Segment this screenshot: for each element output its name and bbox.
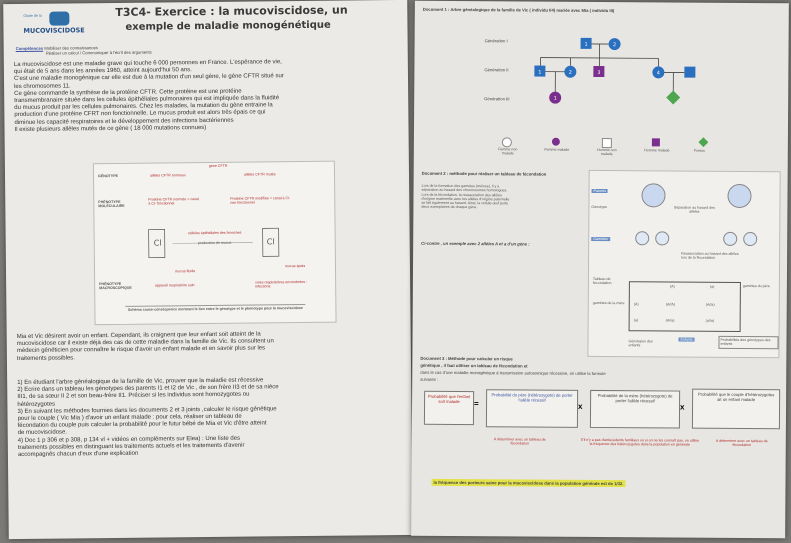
legend-label: Femme malade (544, 147, 570, 152)
doc3-line: suivante : (420, 376, 439, 382)
question-line: 1) En étudiant l'arbre généalogique de la famille de Vic, prouver que la maladie est récessive (17, 377, 264, 387)
doc2-line: Lors de la formation des gamètes (méiose), il y a (421, 183, 500, 189)
case-line: mucoviscidose car il existe déjà des cas de cette maladie dans la famille de Vic. Ils consultent un (16, 338, 274, 348)
table-row-header: (a) (633, 318, 639, 323)
question-line: 2) Ecrire dans un tableau les génotypes des parents I1 et I2 de Vic , de son frère II3 et de sa nièce (17, 384, 279, 394)
table-cell: (A//a) (665, 318, 675, 323)
generation-1-label: Génération I (484, 38, 508, 44)
legend-label: Homme malade (644, 148, 670, 153)
tree-label-II4: 4 (656, 70, 660, 77)
children-genotypes-label: Génotypes des enfants (628, 339, 653, 348)
intro-line: La mucoviscidose est une maladie grave qui touche 6 000 personnes en France. L'espérance de vie, (13, 59, 282, 69)
generation-3-label: Génération III (484, 96, 510, 102)
allele-normal-label: allèles CFTR normaux (149, 173, 186, 178)
table-cell: (A//a) (705, 302, 715, 307)
protein-normal-label: Protéine CFTR normale = canal à Cl- fonctionnel (148, 197, 199, 206)
worksheet-title-line2: exemple de maladie monogénétique (125, 19, 331, 33)
gene-cftr-label: gène CFTR (208, 163, 228, 168)
gamete-A-icon (635, 231, 649, 245)
father-gametes-label: gamètes du père (742, 283, 770, 289)
diagram-caption: Schéma cause-conséquence montrant le lien entre le génotype et le phénotype pour la mucoviscidose (125, 304, 305, 312)
question-line: pour le couple ( Vic Mia ) d'avoir un enfant malade : pour cela, réaliser un tableau de (17, 413, 242, 423)
doc2-example: Ci-contre , un exemple avec 2 allèles A et a d'un gène : (421, 240, 530, 247)
worksheet-title-line1: T3C4- Exercice : la mucoviscidose, un (115, 3, 348, 19)
mother-cell-icon (727, 184, 751, 208)
phenotype-macroscopic-label: PHÉNOTYPE MACROSCOPIQUE (99, 281, 132, 291)
gametes-tag: Gamètes (591, 237, 610, 241)
lungs-icon (49, 11, 69, 25)
table-cell: (a//a) (705, 318, 715, 323)
legend-label: Foetus (693, 148, 705, 153)
logo-main-text: MUCOVISCIDOSE (23, 26, 85, 35)
healthy-airways-label: appareil respiratoire sain (155, 283, 195, 288)
case-line: traitements possibles. (16, 355, 75, 362)
legend-male-ill-icon (652, 138, 660, 146)
tree-label-I1: 1 (584, 41, 588, 48)
note-population: S'il n'y a pas d'antécédents familiaux ou si on ne les connaît pas, on utilise la fréquence des hétérozygotes dans la population en générale (580, 437, 699, 447)
table-col-header: (A) (669, 284, 675, 289)
fecondation-schema (587, 170, 780, 358)
right-documents-page (411, 1, 789, 539)
tree-label-II3: 3 (597, 69, 601, 76)
tree-label-I2: 2 (612, 42, 617, 49)
probability-label: Probabilités des génotypes des enfants (718, 336, 778, 349)
generation-2-label: Génération II (484, 67, 509, 73)
question-line: 4) Doc 1 p 306 et p 308, p 134 vl + vidéos en compléments sur Elea) : Une liste des (17, 435, 241, 444)
note-couple: A déterminer avec un tableau de fécondation (715, 438, 768, 448)
intro-line: C'est une maladie monogénique car elle est due à la mutation d'un seul gène, le gène CFTR situé sur (13, 73, 284, 83)
question-line: accompagnés chacun d'eux d'une explication (17, 450, 139, 459)
carrier-frequency-highlight: la fréquence des porteurs saine pour la mucoviscidose dans la population générale est de 1/32. (431, 479, 625, 487)
tree-label-II1: 1 (538, 69, 542, 76)
legend-label: Femme non malade (498, 147, 518, 156)
genotype-phenotype-diagram (93, 161, 337, 326)
doc2-text (421, 184, 586, 211)
genotype-label: GÉNOTYPE (97, 173, 119, 179)
separation-label: Séparation au hasard des allèles (673, 205, 716, 214)
case-line: Mia et Vic désirent avoir un enfant. Cependant, ils craignent que leur enfant soit atteint de la (16, 331, 261, 341)
intro-line: qui était de 5 ans dans les années 1960, atteint aujourd'hui 50 ans. (13, 67, 192, 76)
formula-probability-child: Probabilité que l'enfant soit malade (424, 391, 474, 425)
gamete-a-icon (743, 232, 757, 246)
intro-line: Il existe plusieurs allèles mutés de ce gène ( 18 000 mutations connues) (14, 124, 207, 133)
legend-label: Homme non malade (597, 147, 617, 157)
gamete-A-icon (723, 232, 737, 246)
doc2-line: deux exemplaires de chaque gène . (421, 205, 479, 210)
table-col-header: (a) (709, 284, 715, 289)
doc3-title: Document 3 : Méthode pour calculer un risque (420, 355, 513, 362)
mother-gametes-label: gamètes de la mère (592, 300, 625, 306)
question-line: traitements possibles en distinguant les traitements actuels et les traitements d'avenir (17, 442, 245, 451)
fecondation-table (629, 281, 741, 332)
legend-foetus-icon (698, 137, 708, 147)
competences-text2: Réaliser un calcul / Communiquer à l'écrit des arguments (45, 49, 152, 56)
formula-times: x (578, 401, 583, 411)
children-tag: Enfants (678, 338, 694, 342)
intro-line: du mucus produit par les cellules pulmonaires. Chez les malades, la mutation du gène entraine la (14, 102, 273, 112)
question-line: 3) En suivant les méthodes fournies dans les documents 2 et 3 joints ,calculer le risque génétique (17, 406, 277, 415)
phenotype-molecular-label: PHÉNOTYPE MOLÉCULAIRE (98, 199, 125, 209)
competences-text: Mobiliser des connaissances (44, 45, 98, 51)
blocked-airways-label: voies respiratoires encombrées : infections (255, 279, 308, 289)
question-line: hétérozygotes (17, 401, 56, 408)
doc2-line: se fait également au hasard. Ainsi, la cellule-œuf porte (421, 200, 509, 206)
intro-line: diminue les capacité respiratoires et le développement des infections bactériennes (14, 117, 234, 126)
doc2-line: séparation au hasard des chromosomes homologues. (421, 188, 508, 193)
legend-female-healthy-icon (502, 137, 512, 147)
parents-tag: Parents (592, 189, 608, 193)
svg-text:Cl: Cl (153, 238, 162, 248)
mucus-thick-label: mucus épais (284, 263, 306, 269)
doc3-line: dans le cas d'une maladie monogénique à transmission autosomique récessive, on utilise la formule (420, 369, 606, 377)
legend-male-healthy-icon (602, 138, 612, 148)
competences-label: Compétences (15, 45, 44, 52)
intro-line: Ce gène commande la synthèse de la protéine CFTR. Cette protéine est une protéine (14, 88, 242, 97)
question-line: de mucoviscidose. (17, 429, 68, 437)
intro-paragraph (14, 58, 399, 134)
pedigree-legend (494, 137, 764, 161)
gamete-a-icon (655, 231, 669, 245)
intro-line: les chromosomes 11. (14, 83, 71, 90)
note-father: A déterminer avec un tableau de fécondation (493, 437, 546, 446)
tree-label-III1: 1 (553, 95, 557, 102)
legend-female-ill-icon (552, 138, 560, 146)
table-cell: (A//A) (665, 302, 675, 307)
genotype-tag: Génotype (591, 204, 608, 210)
formula-father-proba: Probabilité du père (hétérozygote) de porter l'allèle récessif (486, 389, 578, 428)
question-line: III1, de sa sœur II 2 et son beau-frère II1. Préciser si les individus sont homozygotes ou (17, 391, 250, 401)
mucoviscidose-logo (23, 11, 95, 38)
cell-label: cellules épithéliales des bronches (187, 230, 242, 236)
father-cell-icon (641, 183, 665, 207)
formula-mother-proba: Probabilité de la mère (hétérozygote) de porter l'allèle récessif (590, 390, 680, 429)
intro-line: production d'une protéine CFRT non fonctionnelle. Le mucus produit est alors très épais ce qui (14, 109, 266, 119)
table-row-header: (A) (633, 302, 639, 307)
logo-top-text: Glaire de la (23, 13, 42, 18)
svg-text:Cl: Cl (266, 237, 275, 247)
pedigree-tree (532, 32, 753, 154)
doc3-line: génétique , il faut utiliser un tableau de fécondation et (420, 362, 528, 369)
formula-couple-proba: Probabilité que le couple d'hétérozygotes ait un enfant malade (692, 389, 780, 430)
intro-line: transmembranaire située dans les cellules épithéliales pulmonaires qui est impliquée dans la fluidité (14, 95, 280, 105)
protein-mutated-label: Protéine CFTR modifiée = canal à Cl- non fonctionnel (230, 196, 291, 206)
doc1-title: Document 1 : Arbre généalogique de la famille de Vic ( individu II4) mariée avec Mia ( individu III) (422, 6, 615, 14)
question-line: fécondation du couple puis calculer la probabilité pour le futur bébé de Mia et Vic d'être atteint (17, 420, 267, 430)
doc2-line: Lors de la fécondation, la réassociation des allèles (421, 192, 502, 197)
left-worksheet-page (3, 0, 413, 539)
fecondation-table-title: Tableau de fécondation (592, 276, 612, 286)
doc2-line: d'origine maternelle avec les allèles d'origine paternelle (421, 196, 510, 202)
case-line: médecin généticien pour connaître le risque d'avoir un enfant malade et en savoir plus sur les (16, 345, 266, 355)
questions-list (17, 376, 404, 459)
mucus-production-label: production de mucus (198, 240, 232, 246)
reassociation-label: Réassociation au hasard des allèles lors de la fécondation (681, 251, 739, 261)
formula-times: x (680, 402, 685, 412)
tree-label-II2: 2 (568, 69, 572, 76)
mucus-fluid-label: mucus fluide (174, 269, 196, 274)
allele-mute-label: allèles CFTR mutés (243, 172, 276, 177)
case-paragraph (17, 330, 401, 363)
formula-equals: = (474, 399, 479, 409)
doc2-title: Document 2 : méthode pour réaliser un tableau de fécondation (421, 170, 547, 177)
